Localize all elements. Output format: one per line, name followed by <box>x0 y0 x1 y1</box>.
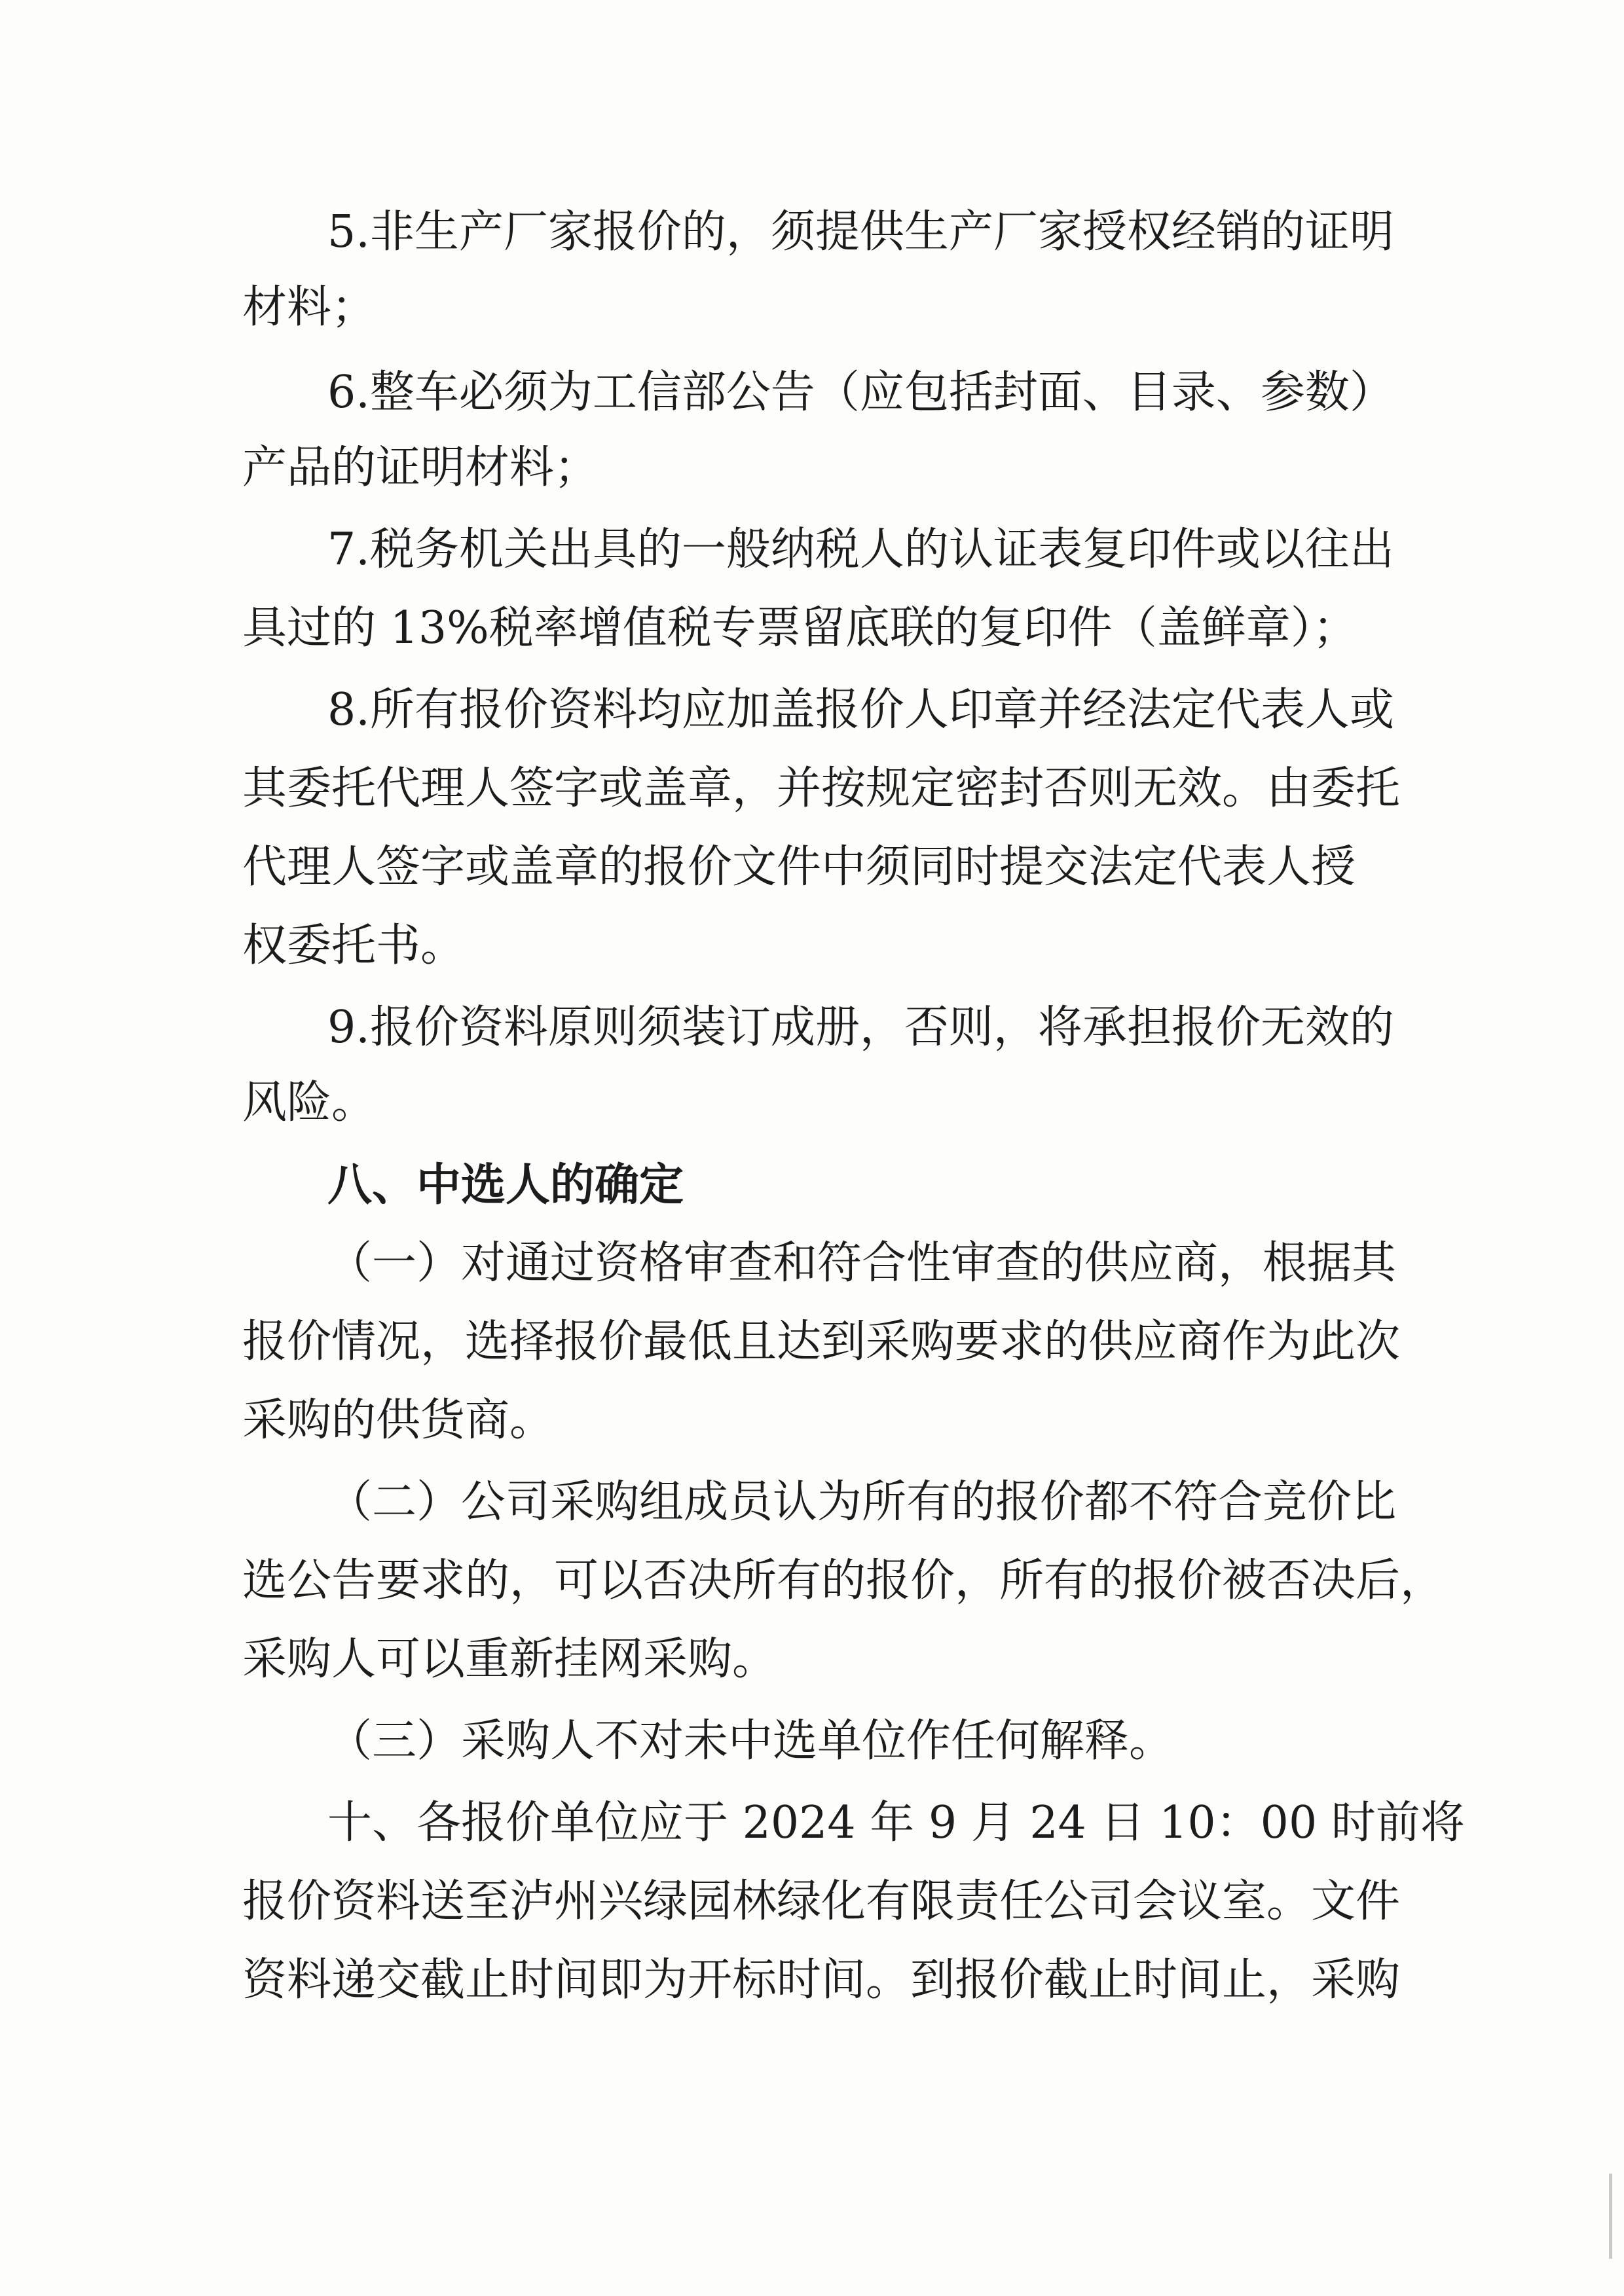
item8-line2: 其委托代理人签字或盖章，并按规定密封否则无效。由委托 <box>242 763 1401 814</box>
section10-line1: 十、各报价单位应于 2024 年 9 月 24 日 10：00 时前将 <box>327 1797 1465 1849</box>
item5-line1: 5.非生产厂家报价的，须提供生产厂家授权经销的证明 <box>327 206 1394 258</box>
section8-p1-line3: 采购的供货商。 <box>242 1394 555 1446</box>
section8-p3-line1: （三）采购人不对未中选单位作任何解释。 <box>327 1715 1174 1767</box>
section10-line2: 报价资料送至泸州兴绿园林绿化有限责任公司会议室。文件 <box>242 1876 1401 1927</box>
item6-line2: 产品的证明材料； <box>242 442 599 494</box>
section8-p2-line3: 采购人可以重新挂网采购。 <box>242 1633 777 1685</box>
section8-p1-line2: 报价情况，选择报价最低且达到采购要求的供应商作为此次 <box>242 1316 1401 1368</box>
item8-line4: 权委托书。 <box>242 920 466 972</box>
section8-p2-line2: 选公告要求的，可以否决所有的报价，所有的报价被否决后， <box>242 1555 1445 1607</box>
section8-p1-line1: （一）对通过资格审查和符合性审查的供应商，根据其 <box>327 1237 1397 1289</box>
section8-heading: 八、中选人的确定 <box>327 1159 684 1211</box>
item8-line1: 8.所有报价资料均应加盖报价人印章并经法定代表人或 <box>327 684 1394 736</box>
item7-line1: 7.税务机关出具的一般纳税人的认证表复印件或以往出 <box>327 524 1394 575</box>
item9-line2: 风险。 <box>242 1077 377 1129</box>
section10-line3: 资料递交截止时间即为开标时间。到报价截止时间止，采购 <box>242 1954 1401 2006</box>
item5-line2: 材料； <box>242 282 377 333</box>
item9-line1: 9.报价资料原则须装订成册，否则，将承担报价无效的 <box>327 1002 1394 1053</box>
scan-edge-mark <box>1609 2174 1612 2259</box>
item7-line2: 具过的 13%税率增值税专票留底联的复印件（盖鲜章）； <box>242 602 1357 654</box>
item8-line3: 代理人签字或盖章的报价文件中须同时提交法定代表人授 <box>242 841 1356 893</box>
item6-line1: 6.整车必须为工信部公告（应包括封面、目录、参数） <box>327 367 1394 418</box>
section8-p2-line1: （二）公司采购组成员认为所有的报价都不符合竞价比 <box>327 1476 1397 1528</box>
